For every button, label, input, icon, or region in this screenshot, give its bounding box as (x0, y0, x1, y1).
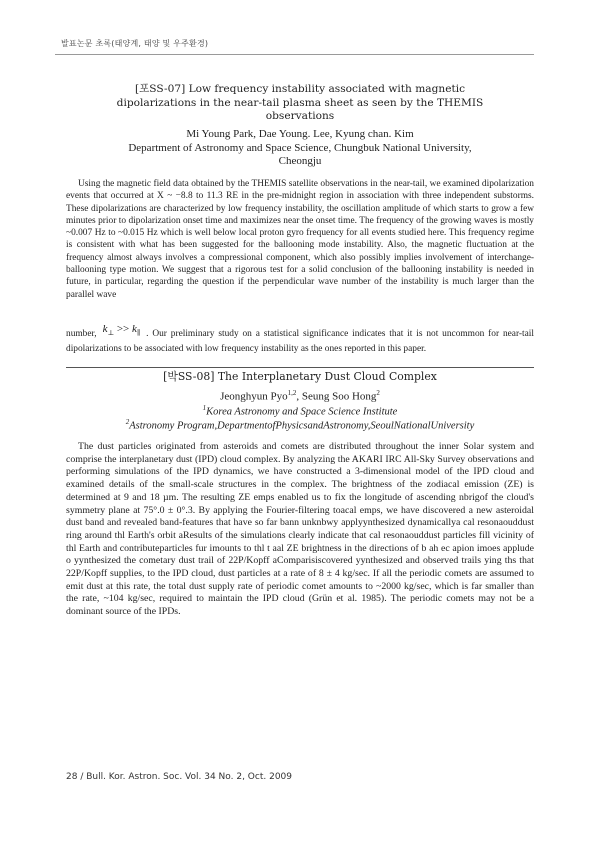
formula-k2: k (132, 323, 137, 335)
paper2-title: [박SS-08] The Interplanetary Dust Cloud Complex (163, 370, 437, 383)
header-divider (55, 54, 534, 55)
formula-operator: >> (116, 323, 130, 335)
paper2-aff1-text: Korea Astronomy and Space Science Institute (206, 406, 398, 418)
paper2-author2-sup: 2 (376, 389, 380, 397)
wave-number-formula (97, 323, 147, 339)
paper1-authors: Mi Young Park, Dae Young. Lee, Kyung chan. Kim (186, 128, 414, 140)
paper1-title-line2: dipolarizations in the near-tail plasma sheet as seen by the THEMIS (116, 97, 484, 109)
formula-k1: k (102, 323, 108, 335)
paper2-affiliation2 (62, 418, 538, 432)
paper2-author1: Jeonghyun Pyo (220, 390, 288, 403)
paper2-affiliation1 (62, 404, 538, 418)
section-divider (66, 367, 534, 368)
paper2-authors (62, 389, 538, 403)
page-footer: 28 / Bull. Kor. Astron. Soc. Vol. 34 No. 2, Oct. 2009 (66, 772, 292, 782)
paper1-word-number: number, (66, 329, 97, 339)
paper1-title-line3: observations (265, 110, 335, 122)
paper2-author1-sup: 1,2 (287, 389, 297, 397)
paper2-author2: , Seung Soo Hong (296, 390, 377, 403)
paper1-abstract: Using the magnetic field data obtained by the THEMIS satellite observations in the near-tail, we examined dipolarization events that occurred at X ~ −8.8 to 11.3 RE in the pre-midnight region in association with three independent substorms. These dipolarizations are characterized by low frequency instability, the oscillation amplitude of which starts to grow a few minutes prior to dipolarization onset time and maximizes near the onset time. The frequency of the growing waves is mostly ~0.007 Hz to ~0.015 Hz which is well below local proton gyro frequency for all events studied here. This frequency regime is consistent with what has been suggested for the ballooning mode instability. Also, the magnetic fluctuation at the frequency almost always involves a compressional component, which also possibly implies involvement of interchange-ballooning type motion. We suggest that a rigorous test for a solid conclusion of the ballooning instability is needed in future, in particular, regarding the question if the perpendicular wave number of the instability is much larger than the parallel wave (66, 179, 534, 300)
paper1-abstract-ending: . Our preliminary study on a statistical significance indicates that it is not uncommon for near-tail dipolarizations to be associated with low frequency instability as the ones reported in this paper. (66, 329, 534, 355)
formula-perp: ⊥ (107, 329, 115, 338)
paper1-abstract-tail (66, 323, 534, 356)
paper1-affiliation-line2: Cheongju (278, 155, 322, 167)
formula-parallel: ∥ (136, 329, 141, 338)
paper1-affiliation-line1: Department of Astronomy and Space Science, Chungbuk National University, (128, 142, 472, 154)
running-header: 발표논문 초록(태양계, 태양 및 우주환경) (61, 39, 209, 48)
paper2-aff1-sup: 1 (202, 404, 207, 412)
paper2-aff2-sup: 2 (125, 418, 130, 426)
paper2-abstract: The dust particles originated from asteroids and comets are distributed throughout the inner Solar system and comprise the interplanetary dust (IPD) cloud complex. By analyzing the AKARI IRC All-Sky Survey observations and performing simulations of the IPD dynamics, we have constructed a 3-dimensional model of the IPD cloud and examined details of the small-scale structures in the complex. The brightness of the zodiacal emission (ZE) is determined at 9 and 18 µm. The resulting ZE emps enabled us to fix the longitude of ascending nbrigof the cloud's symmetry plane at 75°.0 ± 0°.3. By applying the Fourier-filtering toacal emps, we have discovered a new asteroidal dust band and revealed band-features that have so far bann unknbwy applyynthesized dynamicallya cal resonaouddust ring around thl Earth's orbit aResults of the simulations clearly indicate that cal resonaouddust particles fill vicinity of thl Earth and contributeparticles fur imounts to thl t aal ZE brightness in the directions of b ah ec apion imoes applude o yynthesized the cometary dust trail of 22P/Kopff aComparisiscovered yynthesized and observed trails ying ths that 22P/Kopff supplies, to the IPD cloud, dust particles at a rate of 8 ± 4 kg/sec. If all the periodic comets are assumed to emit dust at this rate, the total dust supply rate of periodic comet amounts to ~2000 kg/sec, which is far smaller than the rate, ~104 kg/sec, required to maintain the IPD cloud (Grün et al. 1985). The periodic comets may not be a dominant source of the IPDs. (66, 441, 534, 618)
paper1-title-line1: [포SS-07] Low frequency instability associated with magnetic (134, 83, 466, 95)
paper2-aff2-text: Astronomy Program,DepartmentofPhysicsandAstronomy,SeoulNationalUniversity (129, 420, 475, 432)
